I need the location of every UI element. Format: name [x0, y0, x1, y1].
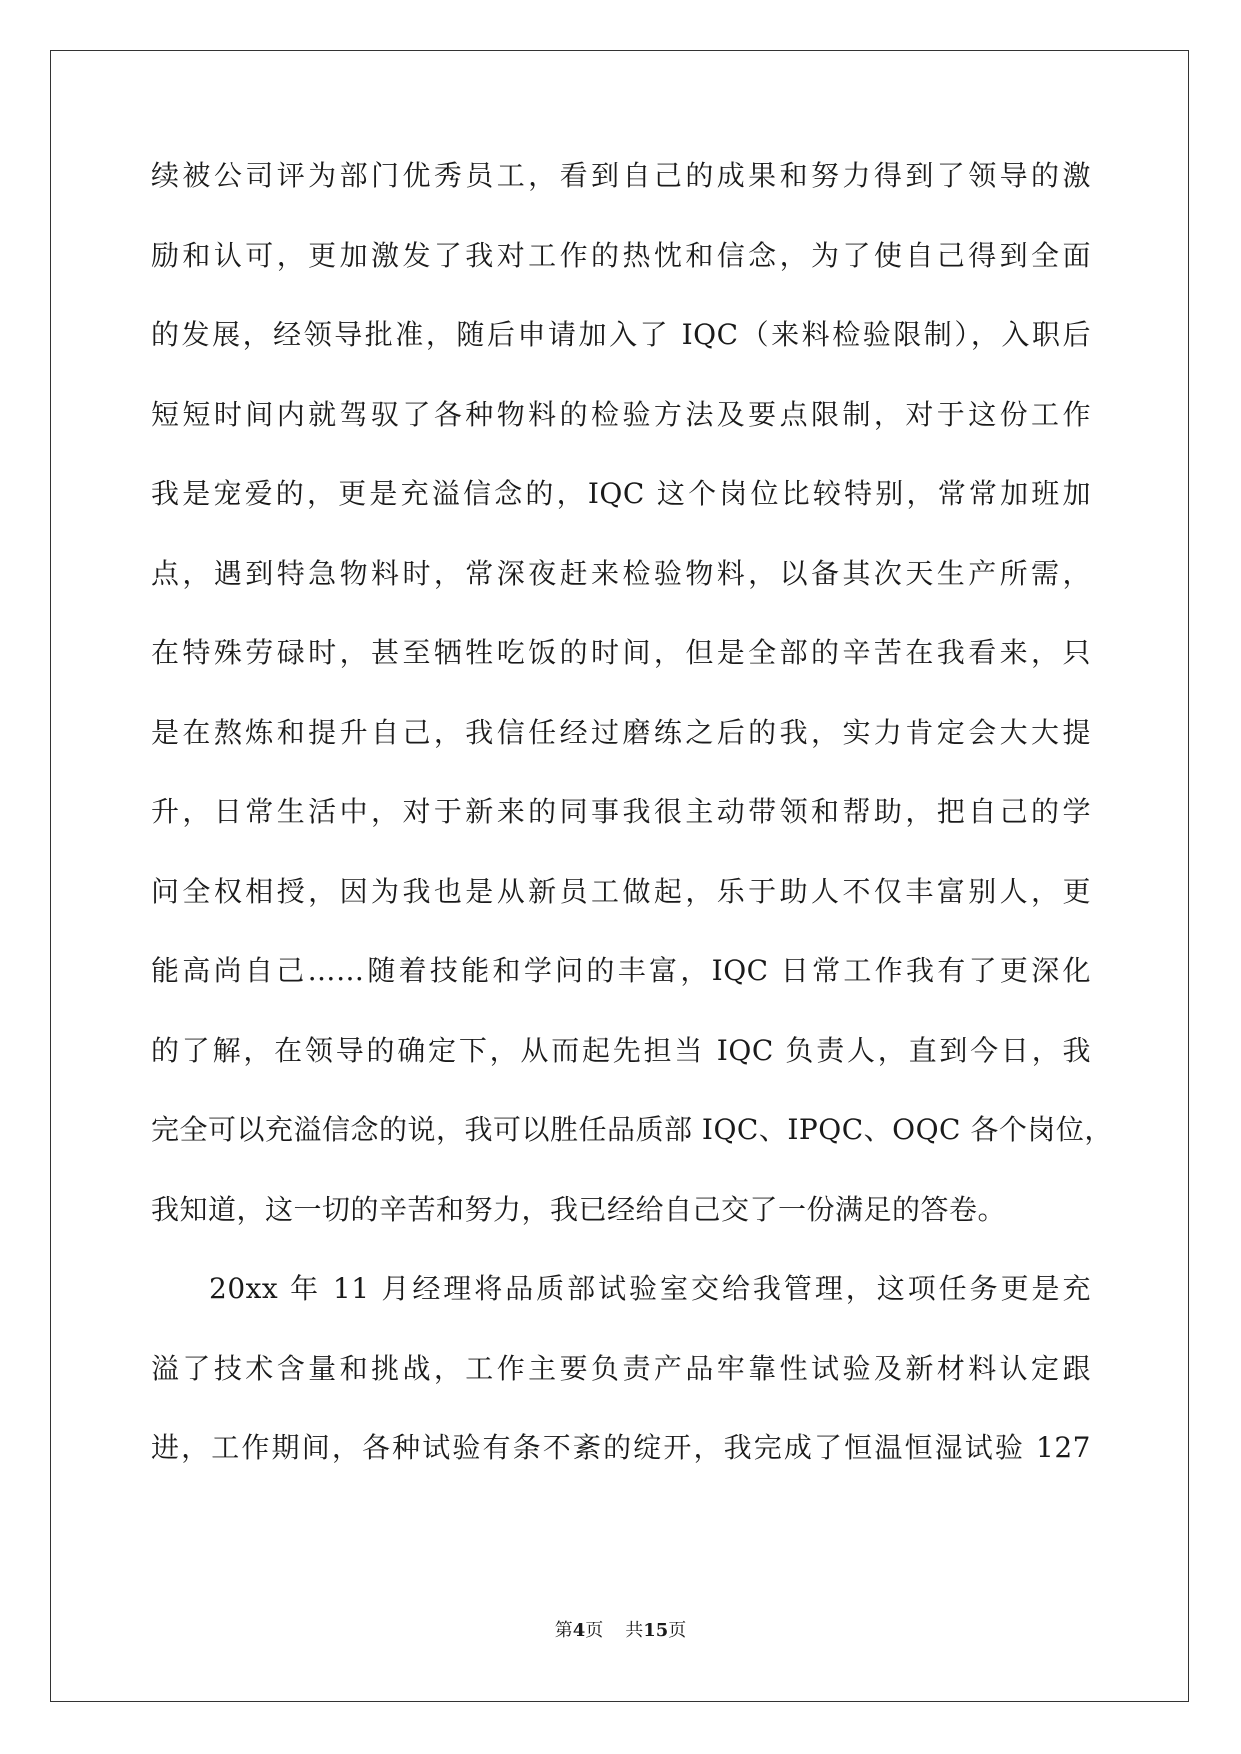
footer-total-prefix: 共 — [625, 1620, 644, 1641]
text-line: 我知道，这一切的辛苦和努力，我已经给自己交了一份满足的答卷。 — [151, 1192, 1007, 1226]
page-footer — [0, 1616, 1241, 1642]
text-line: 在特殊劳碌时，甚至牺牲吃饭的时间，但是全部的辛苦在我看来，只 — [151, 636, 1091, 669]
text-line: 续被公司评为部门优秀员工，看到自己的成果和努力得到了领导的激 — [151, 159, 1091, 192]
footer-total-suffix: 页 — [668, 1620, 687, 1641]
footer-page-prefix: 第 — [554, 1620, 573, 1641]
document-body — [151, 159, 1113, 1514]
text-line: 是在熬炼和提升自己，我信任经过磨练之后的我，实力肯定会大大提 — [151, 715, 1091, 749]
text-line: 的发展，经领导批准，随后申请加入了 IQC（来料检验限制），入职后 — [151, 318, 1091, 351]
footer-total-pages: 15 — [643, 1620, 669, 1641]
text-line: 溢了技术含量和挑战，工作主要负责产品牢靠性试验及新材料认定跟 — [151, 1351, 1091, 1385]
text-line: 点，遇到特急物料时，常深夜赶来检验物料，以备其次天生产所需， — [151, 556, 1091, 590]
footer-page-number: 4 — [572, 1620, 586, 1641]
text-line: 我是宠爱的，更是充溢信念的，IQC 这个岗位比较特别，常常加班加 — [151, 477, 1091, 510]
text-line: 励和认可，更加激发了我对工作的热忱和信念，为了使自己得到全面 — [151, 238, 1091, 272]
text-line: 进，工作期间，各种试验有条不紊的绽开，我完成了恒温恒湿试验 127 — [151, 1431, 1091, 1464]
text-line: 问全权相授，因为我也是从新员工做起，乐于助人不仅丰富别人，更 — [151, 874, 1091, 908]
text-line: 升，日常生活中，对于新来的同事我很主动带领和帮助，把自己的学 — [151, 795, 1091, 828]
footer-page-suffix: 页 — [585, 1620, 604, 1641]
text-line: 能高尚自己……随着技能和学问的丰富，IQC 日常工作我有了更深化 — [151, 954, 1091, 987]
text-line: 短短时间内就驾驭了各种物料的检验方法及要点限制，对于这份工作 — [151, 397, 1091, 431]
text-line: 完全可以充溢信念的说，我可以胜任品质部 IQC、IPQC、OQC 各个岗位， — [151, 1113, 1113, 1146]
text-line: 的了解，在领导的确定下，从而起先担当 IQC 负责人，直到今日，我 — [151, 1033, 1091, 1067]
paragraph-first-line: 20xx 年 11 月经理将品质部试验室交给我管理，这项任务更是充 — [209, 1272, 1091, 1305]
